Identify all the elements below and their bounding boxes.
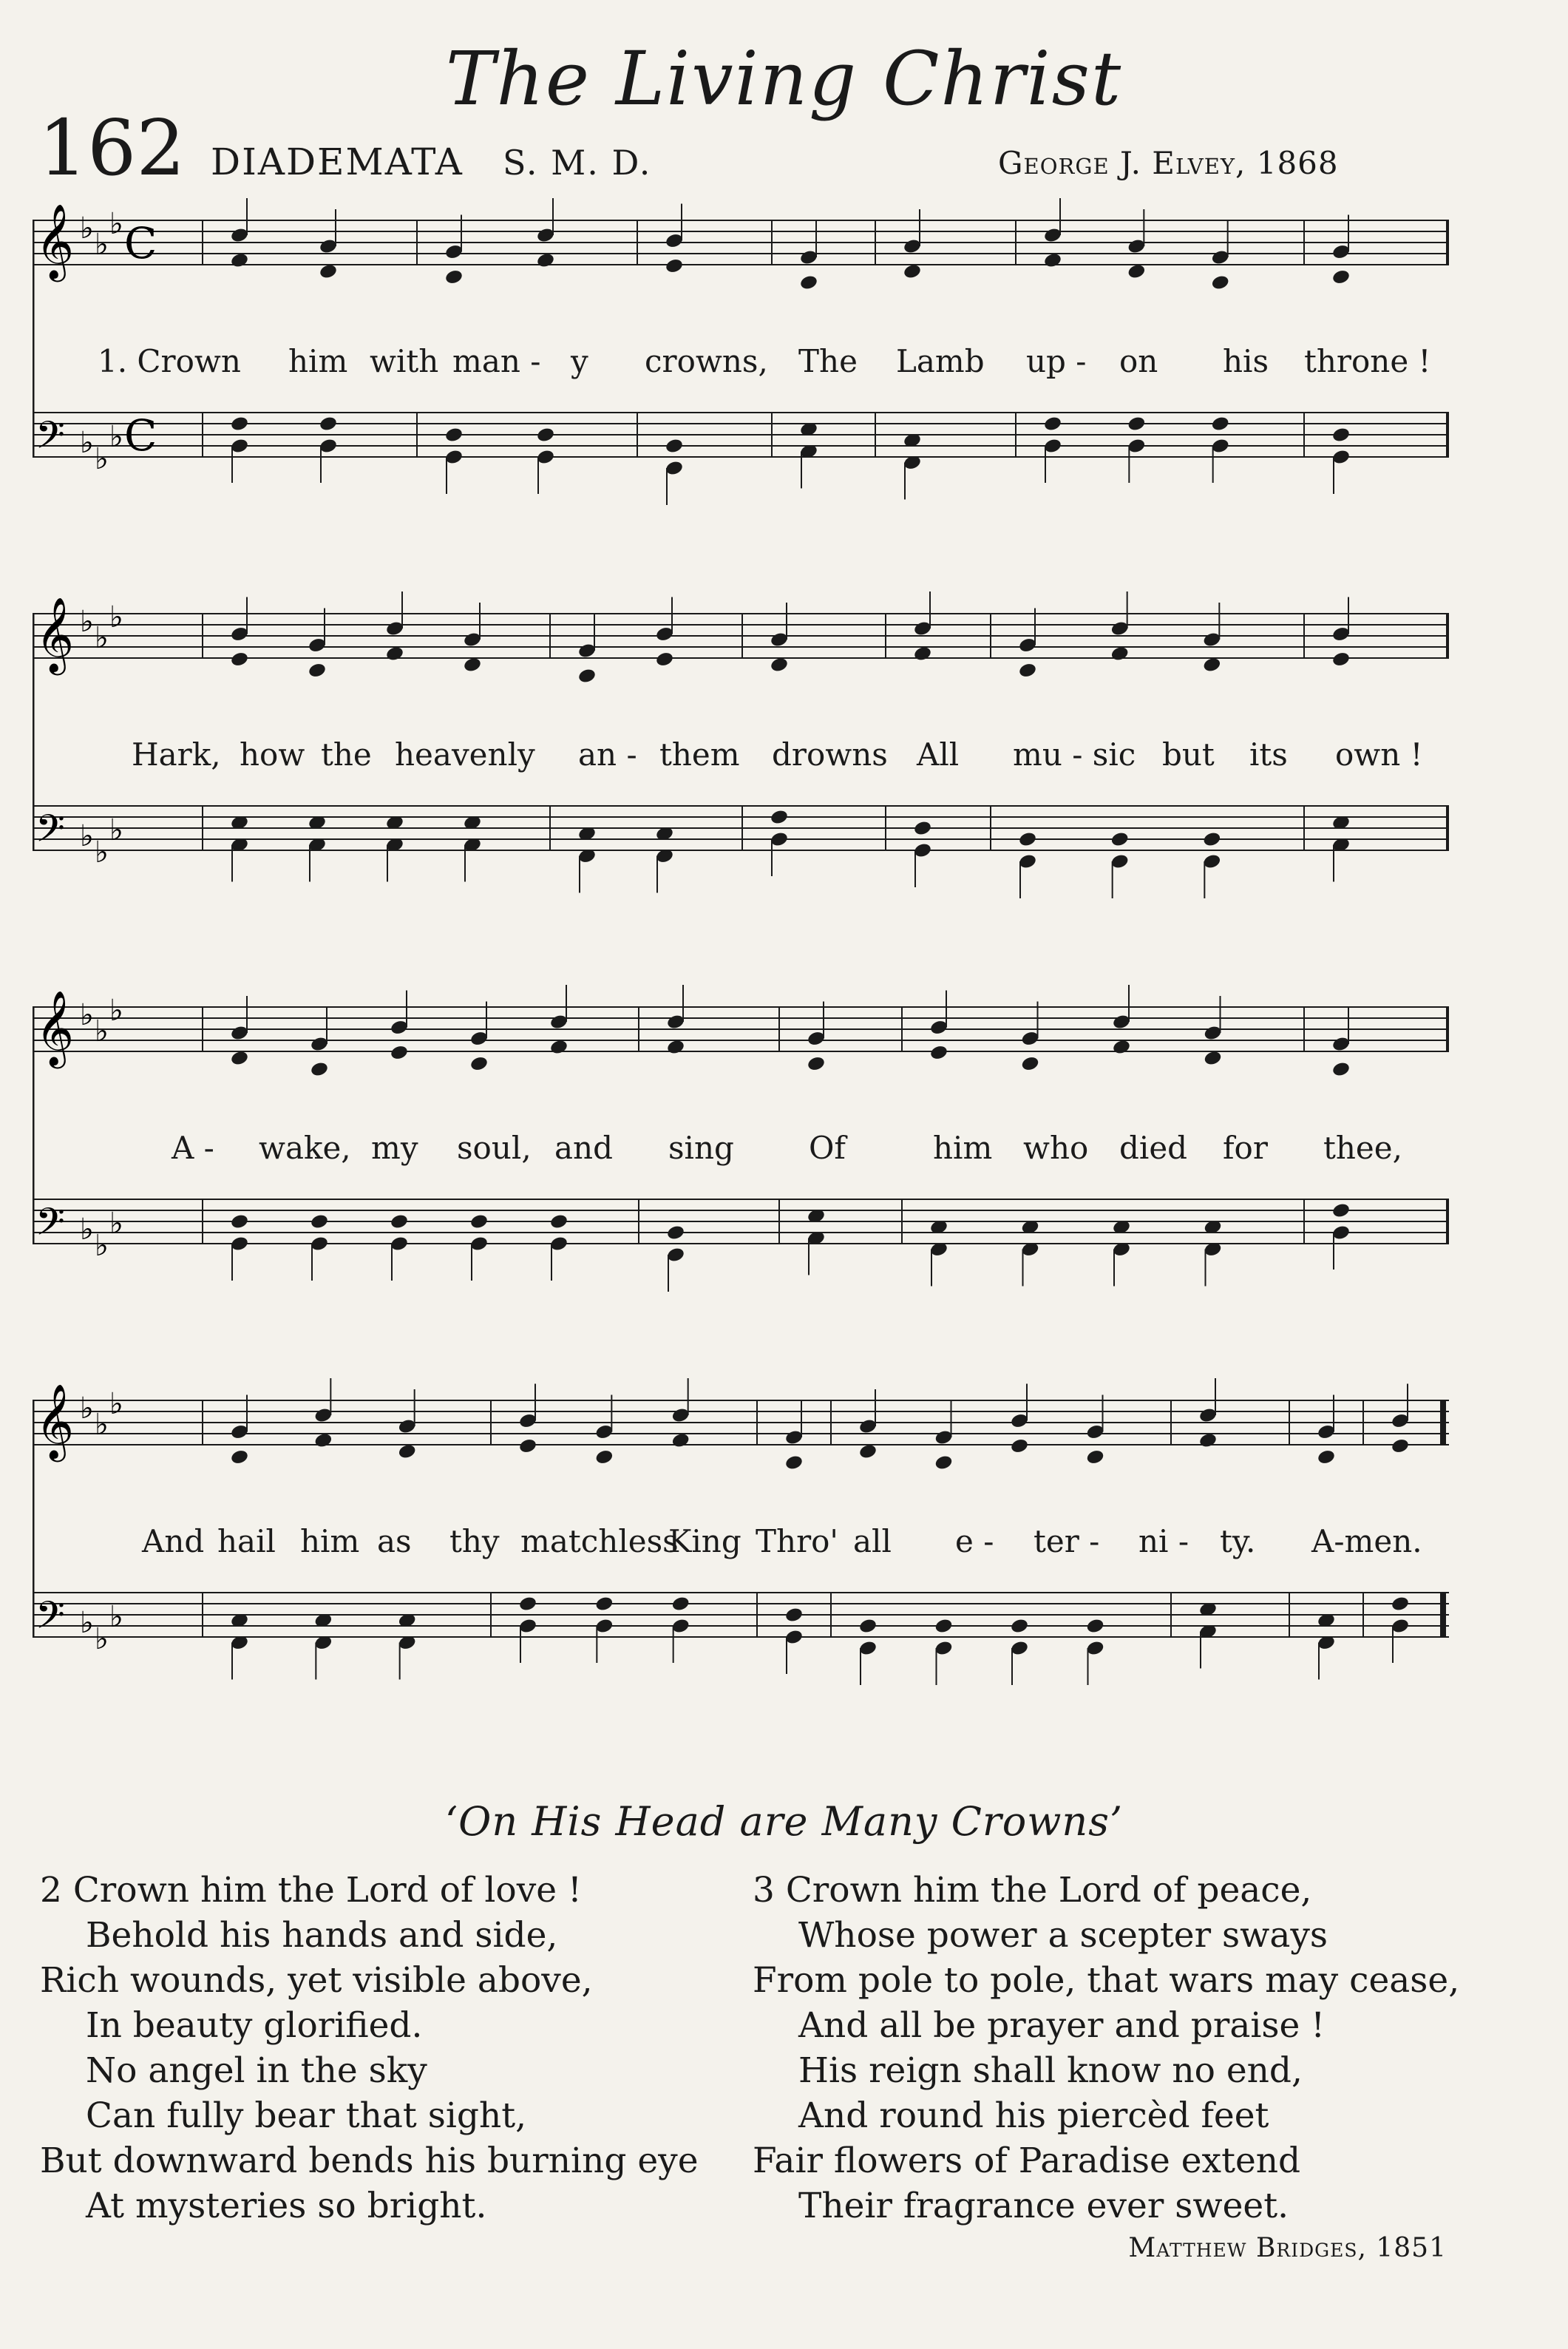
treble-clef-icon: 𝄞: [35, 989, 75, 1065]
flat-icon: ♭: [95, 442, 109, 476]
verse-line: 2 Crown him the Lord of love !: [40, 1870, 582, 1911]
flat-icon: ♭: [109, 420, 123, 454]
notehead: [1331, 651, 1351, 668]
music-system: [33, 985, 1449, 1310]
notehead: [1211, 274, 1230, 291]
notehead: [913, 820, 932, 837]
notehead: [549, 1039, 569, 1056]
lyric-syllable: died: [1119, 1130, 1188, 1166]
verse-line: No angel in the sky: [86, 2050, 427, 2091]
notehead: [671, 1596, 690, 1613]
notehead: [1112, 1039, 1131, 1056]
bass-clef-icon: 𝄢: [35, 1199, 65, 1253]
lyric-syllable: matchless: [520, 1523, 679, 1559]
hymn-number: 162: [38, 103, 186, 193]
verse-line: 3 Crown him the Lord of peace,: [753, 1870, 1312, 1911]
notehead: [308, 662, 327, 679]
grand-staff: [33, 1378, 1449, 1748]
notehead: [230, 252, 249, 269]
notehead: [1202, 831, 1221, 848]
notehead: [319, 416, 338, 433]
lyric-syllable: ni -: [1138, 1523, 1189, 1559]
notehead: [230, 651, 249, 668]
notehead: [1211, 416, 1230, 433]
flat-icon: ♭: [109, 1207, 123, 1241]
notehead: [463, 657, 482, 674]
notehead: [310, 1213, 329, 1230]
lyric-syllable: A -: [172, 1130, 214, 1166]
notehead: [1085, 1618, 1104, 1635]
flat-icon: ♭: [95, 1622, 109, 1656]
music-system: [33, 1378, 1449, 1748]
notehead: [770, 809, 789, 826]
lyric-syllable: him: [300, 1523, 360, 1559]
notehead: [929, 1044, 948, 1061]
bass-clef-icon: 𝄢: [35, 413, 65, 467]
notehead: [1127, 263, 1146, 280]
notehead: [799, 274, 818, 291]
notehead: [1085, 1448, 1104, 1465]
lyric-syllable: wake,: [259, 1130, 351, 1166]
notehead: [1110, 831, 1130, 848]
notehead: [1331, 427, 1351, 444]
notehead: [1317, 1448, 1336, 1465]
common-time-icon: C: [124, 410, 157, 461]
notehead: [230, 416, 249, 433]
notehead: [858, 1618, 878, 1635]
notehead: [469, 1055, 489, 1072]
lyric-syllable: King: [668, 1523, 741, 1559]
lyric-syllable: my: [371, 1130, 418, 1166]
flat-icon: ♭: [109, 207, 123, 241]
notehead: [858, 1443, 878, 1460]
lyric-syllable: ty.: [1220, 1523, 1256, 1559]
flat-icon: ♭: [80, 1213, 94, 1247]
lyric-syllable: 1. Crown: [98, 343, 241, 379]
lyric-syllable: mu - sic: [1013, 736, 1136, 773]
bass-clef-icon: 𝄢: [35, 1593, 65, 1647]
lyric-syllable: Thro': [756, 1523, 838, 1559]
lyric-syllable: crowns,: [645, 343, 768, 379]
notehead: [549, 1213, 569, 1230]
bass-staff: [33, 1593, 1449, 1656]
flat-icon: ♭: [95, 1408, 109, 1442]
lyric-syllable: as: [377, 1523, 412, 1559]
notehead: [666, 1224, 685, 1241]
flat-icon: ♭: [109, 1387, 123, 1421]
flat-icon: ♭: [80, 998, 94, 1032]
lyric-syllable: man -: [452, 343, 541, 379]
flat-icon: ♭: [95, 228, 109, 262]
flat-icon: ♭: [109, 813, 123, 847]
lyric-syllable: y: [571, 343, 588, 379]
flat-icon: ♭: [80, 819, 94, 853]
notehead: [594, 1448, 614, 1465]
verse-line: Fair flowers of Paradise extend: [753, 2140, 1301, 2181]
lyric-syllable: heavenly: [395, 736, 535, 773]
lyric-syllable: them: [659, 736, 740, 773]
common-time-icon: C: [124, 218, 157, 268]
notehead: [469, 1213, 489, 1230]
notehead: [1043, 416, 1062, 433]
notehead: [1331, 1061, 1351, 1078]
treble-clef-icon: 𝄞: [35, 203, 75, 279]
lyric-syllable: up -: [1026, 343, 1087, 379]
lyric-syllable: thy: [449, 1523, 500, 1559]
author-credit: Matthew Bridges, 1851: [1128, 2233, 1447, 2263]
notehead: [807, 1055, 826, 1072]
notehead: [665, 438, 684, 455]
notehead: [1110, 645, 1130, 662]
lyric-syllable: Hark,: [132, 736, 221, 773]
notehead: [390, 1044, 409, 1061]
verse-line: At mysteries so bright.: [86, 2186, 487, 2226]
lyric-syllable: Lamb: [896, 343, 985, 379]
lyric-syllable: own !: [1335, 736, 1423, 773]
notehead: [655, 651, 674, 668]
notehead: [518, 1437, 537, 1454]
composer-credit: George J. Elvey, 1868: [998, 145, 1339, 181]
notehead: [934, 1618, 953, 1635]
verse-line: And round his piercèd feet: [798, 2095, 1269, 2136]
lyric-syllable: thee,: [1323, 1130, 1402, 1166]
lyric-syllable: throne !: [1304, 343, 1431, 379]
notehead: [1202, 657, 1221, 674]
lyric-syllable: and: [554, 1130, 613, 1166]
lyric-syllable: hail: [217, 1523, 276, 1559]
lyric-syllable: All: [917, 736, 960, 773]
notehead: [230, 1050, 249, 1067]
lyric-syllable: A-men.: [1311, 1523, 1422, 1559]
lyric-syllable: who: [1023, 1130, 1089, 1166]
notehead: [444, 427, 464, 444]
lyric-syllable: its: [1249, 736, 1288, 773]
verse-line: From pole to pole, that wars may cease,: [753, 1960, 1460, 2001]
lyric-syllable: Of: [809, 1130, 846, 1166]
notehead: [913, 645, 932, 662]
verses-heading: ‘On His Head are Many Crowns’: [444, 1798, 1124, 1845]
verse-line: His reign shall know no end,: [798, 2050, 1303, 2091]
notehead: [934, 1454, 953, 1471]
music-system: [33, 198, 1449, 523]
lyric-syllable: drowns: [772, 736, 888, 773]
lyric-syllable: for: [1223, 1130, 1268, 1166]
lyric-syllable: with: [370, 343, 439, 379]
notehead: [1203, 1050, 1222, 1067]
notehead: [310, 1061, 329, 1078]
meter: S. M. D.: [503, 143, 652, 183]
lyric-syllable: e -: [955, 1523, 994, 1559]
notehead: [1331, 268, 1351, 285]
verse-line: And all be prayer and praise !: [798, 2005, 1326, 2046]
flat-icon: ♭: [95, 621, 109, 655]
notehead: [903, 263, 922, 280]
flat-icon: ♭: [80, 426, 94, 460]
notehead: [1010, 1437, 1029, 1454]
notehead: [1198, 1432, 1218, 1449]
flat-icon: ♭: [109, 994, 123, 1028]
notehead: [385, 645, 404, 662]
verse-line: In beauty glorified.: [86, 2005, 423, 2046]
lyric-syllable: all: [853, 1523, 892, 1559]
flat-icon: ♭: [109, 1600, 123, 1634]
lyric-syllable: on: [1119, 343, 1158, 379]
notehead: [398, 1443, 417, 1460]
notehead: [518, 1596, 537, 1613]
lyric-syllable: ter -: [1034, 1523, 1100, 1559]
notehead: [230, 1213, 249, 1230]
tune-name: DIADEMATA: [211, 140, 464, 183]
lyric-syllable: the: [321, 736, 372, 773]
notehead: [1018, 662, 1037, 679]
music-system: [33, 592, 1449, 917]
lyric-syllable: but: [1162, 736, 1215, 773]
notehead: [1020, 1055, 1039, 1072]
notehead: [784, 1454, 804, 1471]
verse-line: Rich wounds, yet visible above,: [40, 1960, 593, 2001]
flat-icon: ♭: [95, 1229, 109, 1263]
notehead: [594, 1596, 614, 1613]
notehead: [1018, 831, 1037, 848]
verse-line: Can fully bear that sight,: [86, 2095, 527, 2136]
notehead: [536, 252, 555, 269]
flat-icon: ♭: [80, 211, 94, 245]
flat-icon: ♭: [80, 1392, 94, 1426]
lyric-syllable: him: [288, 343, 348, 379]
treble-clef-icon: 𝄞: [35, 596, 75, 672]
notehead: [319, 263, 338, 280]
lyric-syllable: his: [1223, 343, 1269, 379]
notehead: [1127, 416, 1146, 433]
verse-line: Whose power a scepter sways: [798, 1915, 1328, 1956]
verse-line: Behold his hands and side,: [86, 1915, 558, 1956]
notehead: [1391, 1596, 1410, 1613]
notehead: [313, 1432, 333, 1449]
lyric-syllable: soul,: [457, 1130, 532, 1166]
treble-clef-icon: 𝄞: [35, 1383, 75, 1459]
notehead: [1331, 1202, 1351, 1219]
flat-icon: ♭: [80, 1606, 94, 1640]
notehead: [1043, 252, 1062, 269]
notehead: [671, 1432, 690, 1449]
treble-staff: [33, 203, 1449, 282]
verse-3: [753, 1868, 1459, 2228]
verse-line: But downward bends his burning eye: [40, 2140, 699, 2181]
lyric-syllable: how: [240, 736, 305, 773]
lyric-syllable: sing: [668, 1130, 734, 1166]
notehead: [1391, 1437, 1410, 1454]
treble-staff: [33, 1383, 1449, 1462]
flat-icon: ♭: [95, 1014, 109, 1048]
verse-line: Their fragrance ever sweet.: [798, 2186, 1289, 2226]
notehead: [1010, 1618, 1029, 1635]
notehead: [577, 668, 597, 685]
bass-staff: [33, 806, 1449, 870]
notehead: [390, 1213, 409, 1230]
bass-staff: [33, 1199, 1449, 1263]
lyric-syllable: The: [798, 343, 858, 379]
notehead: [444, 268, 464, 285]
flat-icon: ♭: [109, 600, 123, 634]
notehead: [784, 1607, 804, 1624]
bass-clef-icon: 𝄢: [35, 806, 65, 860]
flat-icon: ♭: [95, 835, 109, 870]
notehead: [230, 1448, 249, 1465]
lyric-syllable: him: [933, 1130, 993, 1166]
verse-2: [40, 1868, 699, 2228]
lyric-syllable: And: [142, 1523, 205, 1559]
notehead: [665, 257, 684, 274]
section-title: The Living Christ: [445, 35, 1123, 122]
flat-icon: ♭: [80, 605, 94, 639]
notehead: [770, 657, 789, 674]
notehead: [666, 1039, 685, 1056]
notehead: [536, 427, 555, 444]
lyric-syllable: an -: [578, 736, 637, 773]
